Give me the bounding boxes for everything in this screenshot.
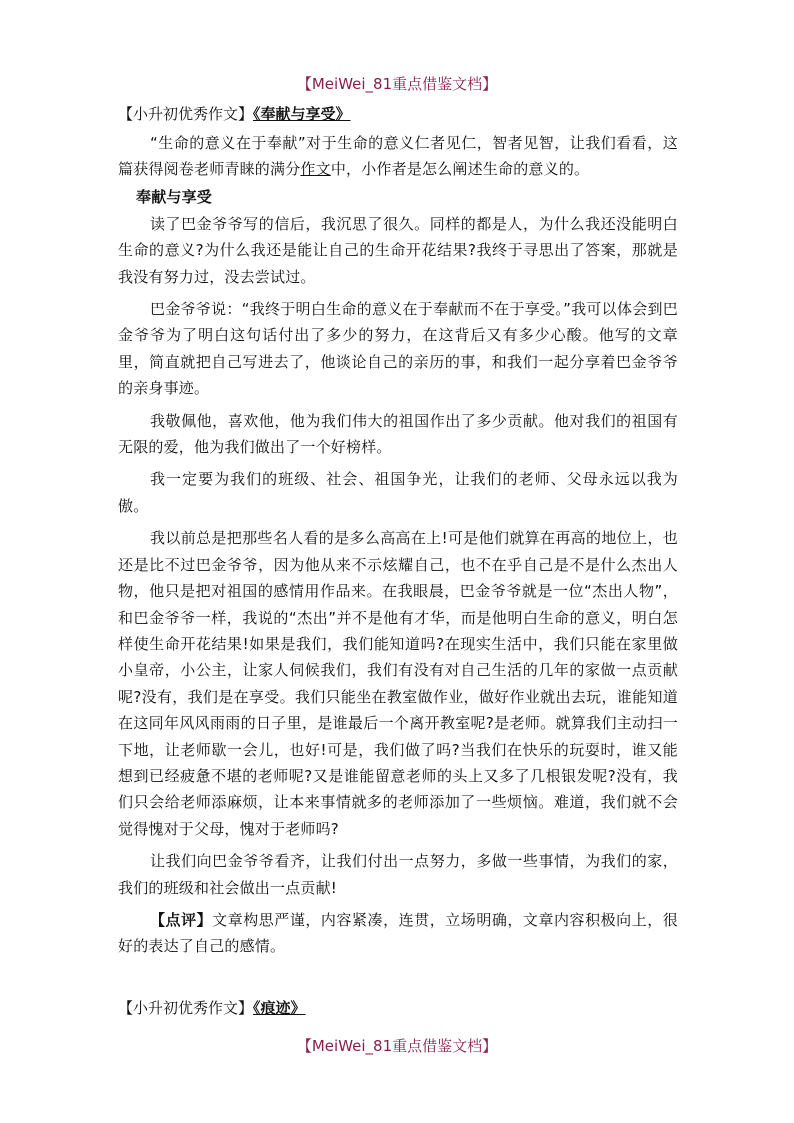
body-paragraph: 我以前总是把那些名人看的是多么高高在上!可是他们就算在再高的地位上，也还是比不过巴金爷爷，因为他从来不示炫耀自己，也不在乎自己是不是什么杰出人物，他只是把对祖国的感情用作品来。在我眼晨，巴金爷爷就是一位“杰出人物”，和巴金爷爷一样，我说的“杰出”并不是他有才华，而是他明白生命的意义，明白怎样使生命开花结果!如果是我们，我们能知道吗?在现实生活中，我们只能在家里做小皇帝，小公主，让家人伺候我们，我们有没有对自己生活的几年的家做一点贡献呢?没有，我们是在享受。我们只能坐在教室做作业，做好作业就出去玩，谁能知道在这同年风风雨雨的日子里，是谁最后一个离开教室呢?是老师。就算我们主动扫一下地，让老师歇一会儿，也好!可是，我们做了吗?当我们在快乐的玩耍时，谁又能想到已经疲惫不堪的老师呢?又是谁能留意老师的头上又多了几根银发呢?没有，我们只会给老师添麻烦，让本来事情就多的老师添加了一些烦恼。难道，我们就不会觉得愧对于父母，愧对于老师吗?	[118, 529, 678, 838]
article-category-tag: 【小升初优秀作文】	[118, 999, 254, 1017]
next-article-heading	[118, 998, 306, 1018]
footer-banner: 【MeiWei_81重点借鉴文档】	[296, 1037, 498, 1055]
body-paragraph: 让我们向巴金爷爷看齐，让我们付出一点努力，多做一些事情，为我们的家，我们的班级和社会做出一点贡献!	[118, 852, 678, 897]
intro-text: “生命的意义在于奉献”对于生命的意义仁者见仁，智者见智，让我们看看，这篇获得阅卷老师青睐的满分	[118, 134, 678, 179]
review-label: 【点评】	[150, 910, 213, 929]
body-paragraph: 巴金爷爷说：“我终于明白生命的意义在于奉献而不在于享受。”我可以体会到巴金爷爷为了明白这句话付出了多少的努力，在这背后又有多少心酸。他写的文章里，简直就把自己写进去了，他谈论自己的亲历的事，和我们一起分享着巴金爷爷的亲身事迹。	[118, 300, 678, 398]
body-paragraph: 我敬佩他，喜欢他，他为我们伟大的祖国作出了多少贡献。他对我们的祖国有无限的爱，他为我们做出了一个好榜样。	[118, 411, 678, 457]
review-text: 文章构思严谨，内容紧凑，连贯，立场明确，文章内容积极向上，很好的表达了自己的感情。	[118, 910, 678, 956]
intro-paragraph	[118, 130, 678, 183]
article-category-tag: 【小升初优秀作文】	[118, 105, 254, 123]
essay-link[interactable]: 作文	[300, 160, 331, 179]
intro-text-end: 中，小作者是怎么阐述生命的意义的。	[330, 160, 590, 179]
essay-subtitle: 奉献与享受	[136, 187, 213, 206]
article-heading	[118, 104, 351, 124]
review-paragraph	[118, 907, 678, 960]
next-article-title-link[interactable]: 《痕迹》	[253, 999, 306, 1017]
article-body	[118, 130, 678, 960]
body-paragraph: 读了巴金爷爷写的信后，我沉思了很久。同样的都是人，为什么我还没能明白生命的意义?为什么我还是能让自己的生命开花结果?我终于寻思出了答案，那就是我没有努力过，没去尝试过。	[118, 214, 678, 286]
article-title-link[interactable]: 《奉献与享受》	[253, 105, 351, 123]
body-paragraph: 我一定要为我们的班级、社会、祖国争光，让我们的老师、父母永远以我为傲。	[118, 470, 678, 515]
header-banner: 【MeiWei_81重点借鉴文档】	[296, 75, 498, 93]
